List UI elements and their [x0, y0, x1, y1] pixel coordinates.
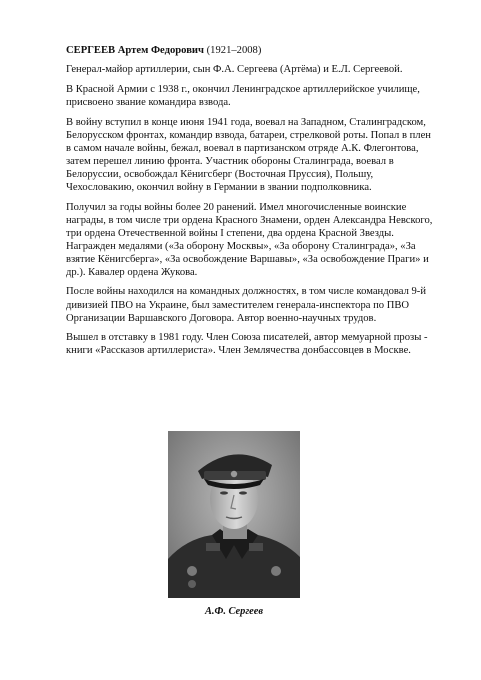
- biography-text: [66, 44, 438, 364]
- bio-paragraph-army: В Красной Армии с 1938 г., окончил Ленинградское артиллерийское училище, присвоено звание командира взвода.: [66, 83, 420, 109]
- bio-heading: [66, 44, 438, 57]
- photo-caption: А.Ф. Сергеев: [204, 606, 264, 617]
- bio-paragraph-postwar: После войны находился на командных должностях, в том числе командовал 9-й дивизией ПВО на Украине, был заместителем генерала-инспектора по ПВО Организации Варшавского Договора. Автор военно-научных трудов.: [66, 286, 426, 324]
- portrait-photo-icon: [168, 431, 300, 598]
- bio-paragraph-rank: Генерал-майор артиллерии, сын Ф.А. Сергеева (Артёма) и Е.Л. Сергеевой.: [66, 64, 403, 76]
- bio-paragraph-retirement: Вышел в отставку в 1981 году. Член Союза писателей, автор мемуарной прозы - книги «Рассказов артиллериста». Член Землячества донбассовцев в Москве.: [66, 332, 428, 357]
- bio-paragraph-awards: Получил за годы войны более 20 ранений. Имел многочисленные воинские награды, в том числе три ордена Красного Знамени, орден Александра Невского, три ордена Отечественной войны I степени, два ордена Красной Звезды. Награжден медалями («За оборону Москвы», «За оборону Сталинграда», «За взятие Кёнигсберга», «За освобождение Варшавы», «За освобождение Праги» и др.). Кавалер ордена Жукова.: [66, 201, 433, 278]
- life-years: (1921–2008): [206, 45, 262, 56]
- person-name: СЕРГЕЕВ Артем Федорович: [66, 45, 204, 56]
- portrait-photo: [168, 431, 300, 598]
- bio-paragraph-war: В войну вступил в конце июня 1941 года, воевал на Западном, Сталинградском, Белорусском фронтах, командир взвода, батареи, стрелковой роты. Попал в плен в самом начале войны, бежал, воевал в партизанском отряде А.К. Флегонтова, затем перешел линию фронта. Участник обороны Сталинграда, воевал в Белоруссии, освобождал Кёнигсберг (Восточная Пруссия), Польшу, Чехословакию, окончил войну в Германии в звании подполковника.: [66, 116, 431, 194]
